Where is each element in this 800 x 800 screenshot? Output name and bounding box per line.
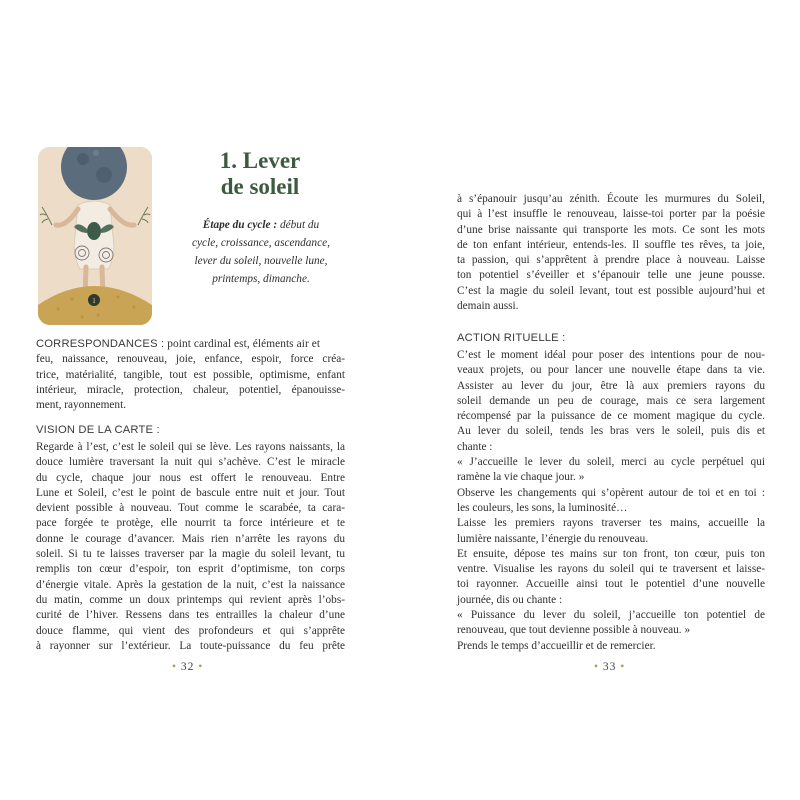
correspondances-heading: CORRESPONDANCES : (36, 338, 165, 350)
cycle-line: cycle, croissance, ascendance, (192, 237, 330, 249)
cycle-line: printemps, dimanche. (212, 273, 310, 285)
page-number-left: • 32 • (172, 661, 204, 673)
page-number: 33 (602, 661, 617, 673)
text-line: qui à l’est insuffle le renouveau, laisse-toi porter par la poésie (457, 208, 765, 221)
text-line: Prends le temps d’accueillir et de remercier. (457, 639, 656, 652)
text-line: à rayonner sur l’extérieur. La toute-puissance du feu prête (36, 639, 345, 652)
text-line: donne le courage d’avancer. Mais rien n’arrête les rayons du (36, 532, 345, 545)
cycle-line: début du (277, 219, 320, 231)
action-heading: ACTION RITUELLE : (457, 332, 566, 344)
correspondances-block (36, 337, 345, 413)
text-line: Lune et Soleil, c’est le point de bascule entre nuit et jour. Tout (36, 486, 345, 499)
text-line: de ton enfant intérieur, entends-les. Il souffle tes rêves, ta joie, (457, 238, 765, 251)
text-line: C’est le moment idéal pour poser des intentions pour de nou- (457, 349, 765, 361)
tarot-card-illustration (38, 147, 152, 325)
action-block (457, 348, 765, 654)
cycle-stage (176, 216, 346, 288)
text-line: Au lever du soleil, tends les bras vers le soleil, puis dis et (457, 425, 765, 438)
text-line: journée, dis ou chante : (457, 593, 563, 606)
card-title (170, 148, 350, 200)
text-line: ton potentiel s’éveiller et s’épanouir telle une jeune pousse. (457, 269, 765, 282)
text-line: soleil demande un peu de courage, mais ce sera largement (457, 394, 765, 407)
vision-heading: VISION DE LA CARTE : (36, 424, 160, 436)
text-line: intérieur, miracle, protection, chaleur, potentiel, épanouisse- (36, 383, 345, 396)
text-line: demain aussi. (457, 300, 519, 313)
text-line: point cardinal est, éléments air et (164, 338, 321, 350)
text-line: chante : (457, 440, 493, 453)
text-line: C’est la magie du soleil levant, tout est possible aujourd’hui et (457, 284, 765, 297)
text-line: Observe les changements qui s’opèrent autour de toi et en toi : (457, 486, 765, 499)
text-line: ventre. Visualise les rayons du soleil qui te traversent et laisse- (457, 563, 765, 576)
text-line: veaux projets, ou pour lancer une nouvelle étape dans ta vie. (457, 364, 765, 377)
cycle-line: lever du soleil, nouvelle lune, (194, 255, 328, 267)
text-line: renouveau, que tout devienne possible à nouveau. » (457, 624, 691, 637)
title-line-2: de soleil (220, 174, 300, 199)
vision-block (36, 440, 345, 654)
text-line: d’une brise naissante qui transporte les mots. Ce sont les mots (457, 223, 765, 236)
text-line: ment, rayonnement. (36, 399, 127, 412)
page-number: 32 (180, 661, 195, 673)
card-art (38, 147, 152, 325)
text-line: toi rayonner. Accueille ainsi tout le potentiel d’une nouvelle (457, 578, 765, 591)
text-line: curité de l’hiver. Ressens dans tes entrailles la chaleur d’une (36, 609, 345, 622)
text-line: ramène la vie chaque jour. » (457, 471, 585, 484)
page-number-right: • 33 • (594, 661, 626, 673)
card-number: 1 (92, 297, 96, 305)
right-page (400, 0, 800, 800)
text-line: Et ensuite, dépose tes mains sur ton front, ton cœur, puis ton (457, 547, 765, 560)
text-line: « Puissance du lever du soleil, j’accueille ton potentiel de (457, 609, 765, 622)
text-line: récompensé par la puissance de ce moment magique du cycle. (457, 410, 765, 423)
text-line: Assister au lever du jour, être là aux premiers rayons du (457, 379, 765, 392)
text-line: d’énergie vitale. Après la gestation de la nuit, c’est la naissance (36, 578, 345, 591)
text-line: devient possible à nouveau. Tout comme le scarabée, ta cara- (36, 502, 345, 515)
text-line: du matin, comme un doux printemps qui revient après l’obs- (36, 593, 345, 606)
text-line: douce lumière traversant la nuit qui s’achève. C’est le miracle (36, 456, 345, 469)
cycle-label: Étape du cycle : (202, 219, 278, 231)
text-line: à s’épanouir jusqu’au zénith. Écoute les murmures du Soleil, (457, 193, 765, 205)
text-line: ta passion, qui s’apprêtent à prendre place à nouveau. Laisse (457, 254, 765, 267)
text-line: pace forgée te protège, elle nourrit ta force intérieure et te (36, 517, 345, 530)
text-line: douce flamme, qui vient des profondeurs et qui s’apprête (36, 624, 345, 637)
text-line: Laisse les premiers rayons traverser tes mains, accueille la (457, 517, 765, 530)
text-line: les couleurs, les sons, la luminosité… (457, 501, 628, 514)
intro-block (457, 192, 765, 314)
text-line: trice, matérialité, tangible, tout est possible, optimisme, enfant (36, 368, 345, 381)
text-line: Regarde à l’est, c’est le soleil qui se lève. Les rayons naissants, la (36, 441, 345, 453)
text-line: feu, naissance, renouveau, joie, enfance, espoir, force créa- (36, 353, 345, 366)
title-line-1: 1. Lever (219, 148, 301, 173)
text-line: du cycle, chaque jour nous est offert le renouveau. Entre (36, 471, 345, 484)
text-line: remplis ton cœur d’espoir, ton esprit d’optimisme, ton corps (36, 563, 345, 576)
text-line: « J’accueille le lever du soleil, merci au cycle perpétuel qui (457, 456, 765, 469)
text-line: soleil. Si tu te laisses traverser par la magie du soleil levant, tu (36, 548, 345, 561)
text-line: lumière naissante, l’énergie du renouveau. (457, 532, 649, 545)
